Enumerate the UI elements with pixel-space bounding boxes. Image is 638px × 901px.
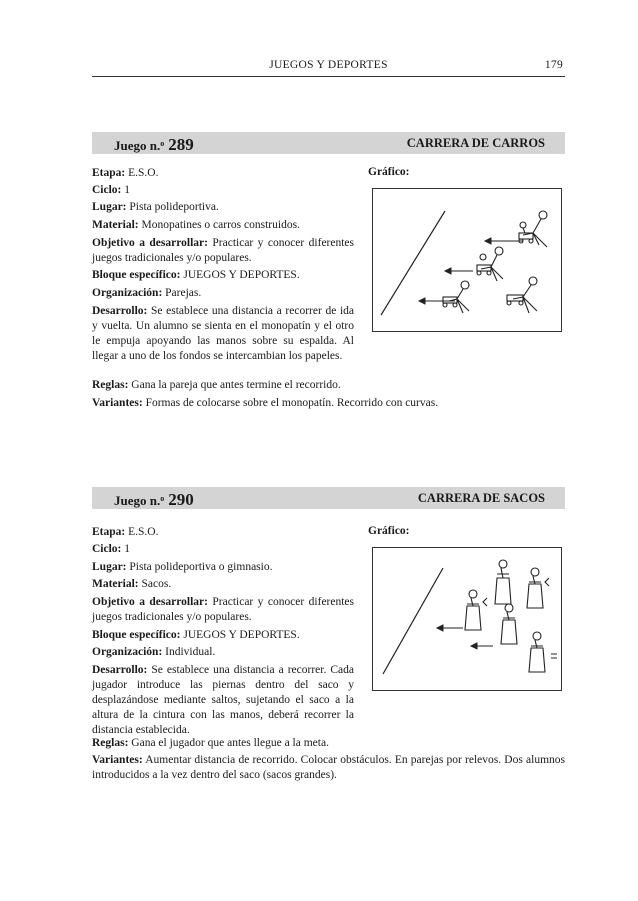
- game-290-section: [92, 487, 565, 781]
- etapa-row: Etapa: E.S.O.: [92, 167, 159, 179]
- reglas-row: Reglas: Gana el jugador que antes llegue a la meta.: [92, 737, 329, 749]
- game-number-label: Juego n.$^o$ 289: [114, 135, 194, 154]
- material-row: Material: Monopatines o carros construidos.: [92, 219, 300, 231]
- organizacion-row: Organización: Individual.: [92, 646, 216, 658]
- game-title: CARRERA DE CARROS: [406, 136, 545, 150]
- game-number: 290: [168, 490, 194, 509]
- ciclo-row: Ciclo: 1: [92, 184, 131, 196]
- graphic-carrera-sacos: [372, 547, 562, 691]
- grafico-label: Gráfico:: [368, 525, 410, 537]
- bloque-row: Bloque específico: JUEGOS Y DEPORTES.: [92, 269, 300, 281]
- objetivo-row: Objetivo a desarrollar: Practicar y conocer diferentes juegos tradicionales y/o populares.: [92, 596, 355, 623]
- running-header: [92, 58, 565, 77]
- variantes-row: Variantes: Formas de colocarse sobre el monopatín. Recorrido con curvas.: [92, 397, 439, 409]
- game-number: 289: [168, 135, 194, 154]
- graphic-carrera-carros: [372, 188, 562, 332]
- objetivo-row: Objetivo a desarrollar: Practicar y conocer diferentes juegos tradicionales y/o populares.: [92, 237, 355, 264]
- lugar-row: Lugar: Pista polideportiva o gimnasio.: [92, 561, 273, 573]
- lugar-row: Lugar: Pista polideportiva.: [92, 201, 219, 213]
- game-number-label: Juego n.$^o$ 290: [114, 490, 194, 509]
- organizacion-row: Organización: Parejas.: [92, 287, 202, 299]
- desarrollo-row: Desarrollo: Se establece una distancia a recorrer de ida y vuelta. Un alumno se sienta en el monopatín y el otro le empuja apoyando las manos sobre su espalda. Al llegar a uno de los fondos se intercambian los papeles.: [92, 305, 354, 362]
- etapa-row: Etapa: E.S.O.: [92, 526, 159, 538]
- sacos-illustration: [373, 548, 561, 690]
- page-number: 179: [544, 59, 563, 71]
- ciclo-row: Ciclo: 1: [92, 543, 131, 555]
- grafico-label: Gráfico:: [368, 166, 410, 178]
- desarrollo-row: Desarrollo: Se establece una distancia a recorrer. Cada jugador introduce las piernas dentro del saco y desplazándose mediante saltos, sujetando el saco a la altura de la cintura con las manos, deberá recorrer la distancia establecida.: [92, 664, 354, 736]
- game-title-bar: [92, 132, 565, 154]
- variantes-row: Variantes: Aumentar distancia de recorrido. Colocar obstáculos. En parejas por relevos. Dos alumnos introducidos a la vez dentro del saco (sacos grandes).: [92, 754, 565, 781]
- running-header-title: JUEGOS Y DEPORTES: [269, 59, 388, 71]
- bloque-row: Bloque específico: JUEGOS Y DEPORTES.: [92, 629, 300, 641]
- game-289-section: [92, 132, 565, 409]
- game-title: CARRERA DE SACOS: [417, 491, 545, 505]
- game-title-bar: [92, 487, 565, 509]
- material-row: Material: Sacos.: [92, 578, 172, 590]
- reglas-row: Reglas: Gana la pareja que antes termine el recorrido.: [92, 379, 341, 391]
- carros-illustration: [373, 189, 561, 331]
